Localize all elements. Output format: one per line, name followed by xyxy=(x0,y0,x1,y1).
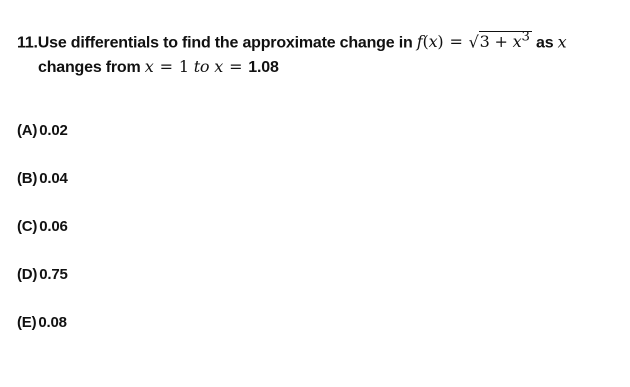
to-word: to xyxy=(193,57,210,77)
option-letter: (D) xyxy=(17,266,38,283)
option-value: 0.02 xyxy=(39,122,68,139)
radicand xyxy=(479,31,532,51)
option-value: 0.04 xyxy=(39,170,68,187)
option-letter: (A) xyxy=(17,122,38,139)
sqrt-symbol: √ xyxy=(468,32,479,52)
question-number: 11. xyxy=(17,34,38,52)
to-variable: x xyxy=(214,57,224,77)
as-text: as xyxy=(536,34,554,52)
as-variable: x xyxy=(557,32,567,52)
from-value: 1 xyxy=(178,57,189,77)
function-expression: $f(x) = √3 + x^3$ xyxy=(417,32,532,51)
radicand-variable: x xyxy=(512,32,522,52)
function-name: f xyxy=(416,32,423,52)
option-letter: (B) xyxy=(17,170,38,187)
function-variable: x xyxy=(428,32,438,52)
changes-from-text: changes from xyxy=(38,59,141,77)
option-b[interactable] xyxy=(17,170,68,187)
question-stem: Use differentials to find the approximate change in xyxy=(37,34,413,52)
option-e[interactable] xyxy=(17,314,67,331)
radicand-operator: + xyxy=(494,32,508,52)
to-value: 1.08 xyxy=(248,59,279,77)
radicand-constant: 3 xyxy=(479,32,490,52)
question-line-2 xyxy=(17,55,617,80)
range-expression: x = 1 to x = xyxy=(144,57,243,77)
radicand-exponent: 3 xyxy=(521,30,530,45)
option-d[interactable] xyxy=(17,266,68,283)
question-11 xyxy=(17,26,617,80)
question-line-1 xyxy=(17,26,617,55)
option-value: 0.08 xyxy=(38,314,67,331)
from-variable: x xyxy=(144,57,154,77)
option-value: 0.06 xyxy=(39,218,68,235)
option-value: 0.75 xyxy=(39,266,68,283)
option-letter: (E) xyxy=(17,314,37,331)
option-c[interactable] xyxy=(17,218,68,235)
square-root xyxy=(469,26,532,54)
option-a[interactable] xyxy=(17,122,68,139)
option-letter: (C) xyxy=(17,218,38,235)
